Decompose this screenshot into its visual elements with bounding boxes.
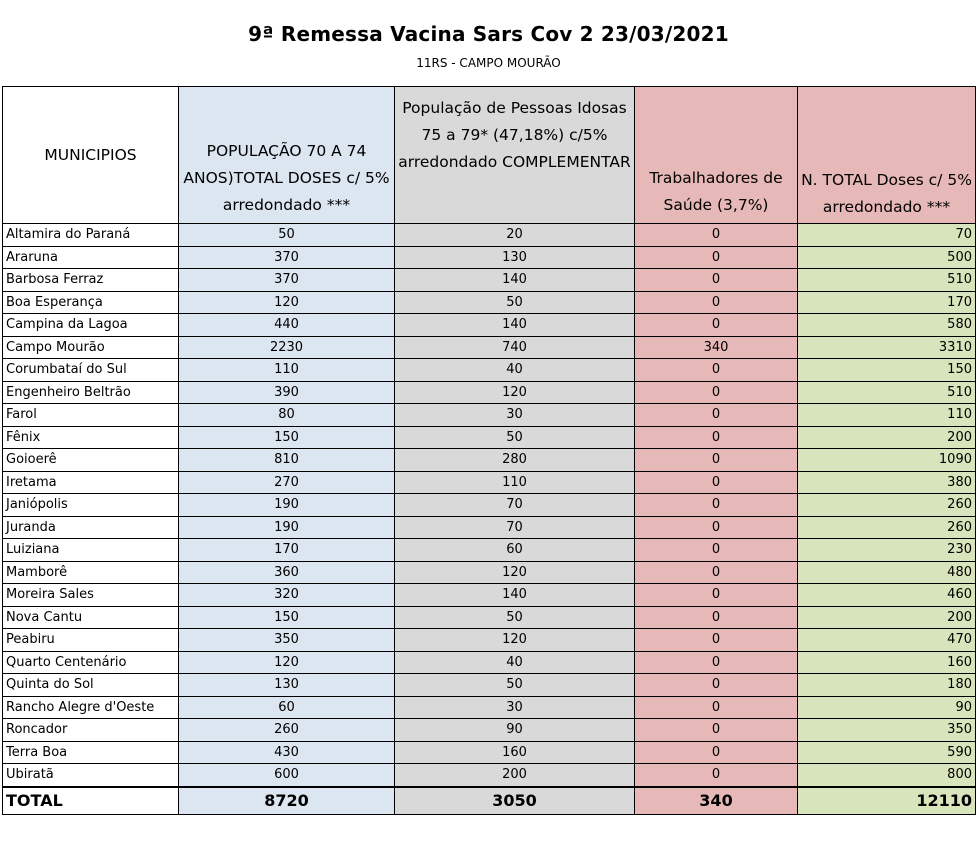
cell-saude: 0: [635, 224, 798, 247]
cell-saude: 0: [635, 494, 798, 517]
cell-pop70: 150: [179, 606, 395, 629]
cell-municipio: Quinta do Sol: [3, 674, 179, 697]
cell-municipio: Altamira do Paraná: [3, 224, 179, 247]
cell-pop70: 190: [179, 494, 395, 517]
cell-pop75: 70: [395, 494, 635, 517]
cell-saude: 340: [635, 336, 798, 359]
cell-total: 230: [798, 539, 976, 562]
table-row: [3, 381, 976, 404]
cell-saude: 0: [635, 606, 798, 629]
cell-saude: 0: [635, 246, 798, 269]
cell-pop70: 60: [179, 696, 395, 719]
cell-pop70: 120: [179, 651, 395, 674]
cell-pop75: 60: [395, 539, 635, 562]
table-row: [3, 404, 976, 427]
cell-municipio: Moreira Sales: [3, 584, 179, 607]
cell-pop75: 120: [395, 629, 635, 652]
cell-pop70: 50: [179, 224, 395, 247]
cell-pop75: 90: [395, 719, 635, 742]
cell-total: 380: [798, 471, 976, 494]
cell-pop70: 120: [179, 291, 395, 314]
cell-pop75: 140: [395, 269, 635, 292]
table-row: [3, 516, 976, 539]
header-trabalhadores-saude: Trabalhadores de Saúde (3,7%): [635, 87, 798, 224]
cell-pop70: 430: [179, 741, 395, 764]
cell-municipio: Roncador: [3, 719, 179, 742]
cell-pop70: 600: [179, 764, 395, 787]
cell-saude: 0: [635, 381, 798, 404]
cell-pop70: 130: [179, 674, 395, 697]
table-row: [3, 696, 976, 719]
cell-pop70: 80: [179, 404, 395, 427]
table-row: [3, 269, 976, 292]
header-pop-75-79: População de Pessoas Idosas 75 a 79* (47,18%) c/5% arredondado COMPLEMENTAR: [395, 87, 635, 224]
cell-total: 150: [798, 359, 976, 382]
cell-saude: 0: [635, 539, 798, 562]
cell-total: 260: [798, 516, 976, 539]
table-row: [3, 449, 976, 472]
table-row: [3, 314, 976, 337]
cell-pop75: 120: [395, 381, 635, 404]
cell-pop70: 2230: [179, 336, 395, 359]
cell-total: 200: [798, 606, 976, 629]
cell-municipio: Ubiratã: [3, 764, 179, 787]
cell-municipio: Engenheiro Beltrão: [3, 381, 179, 404]
table-row: [3, 291, 976, 314]
cell-municipio: Quarto Centenário: [3, 651, 179, 674]
cell-pop75: 70: [395, 516, 635, 539]
document-subtitle: 11RS - CAMPO MOURÃO: [416, 56, 561, 70]
cell-municipio: Juranda: [3, 516, 179, 539]
cell-saude: 0: [635, 651, 798, 674]
cell-saude: 0: [635, 449, 798, 472]
cell-municipio: Janiópolis: [3, 494, 179, 517]
cell-saude: 0: [635, 516, 798, 539]
cell-pop70: 150: [179, 426, 395, 449]
table-row: [3, 606, 976, 629]
cell-pop75: 30: [395, 696, 635, 719]
cell-saude: 0: [635, 629, 798, 652]
cell-total: 180: [798, 674, 976, 697]
cell-municipio: Farol: [3, 404, 179, 427]
cell-total: 3310: [798, 336, 976, 359]
table-row: [3, 426, 976, 449]
cell-saude: 0: [635, 674, 798, 697]
cell-pop75: 20: [395, 224, 635, 247]
totals-saude: 340: [635, 787, 798, 815]
totals-pop75: 3050: [395, 787, 635, 815]
cell-total: 480: [798, 561, 976, 584]
cell-total: 160: [798, 651, 976, 674]
cell-pop75: 140: [395, 314, 635, 337]
cell-pop75: 140: [395, 584, 635, 607]
cell-saude: 0: [635, 426, 798, 449]
cell-total: 470: [798, 629, 976, 652]
cell-pop70: 370: [179, 246, 395, 269]
cell-pop75: 40: [395, 359, 635, 382]
cell-pop75: 740: [395, 336, 635, 359]
cell-total: 260: [798, 494, 976, 517]
cell-total: 170: [798, 291, 976, 314]
cell-total: 90: [798, 696, 976, 719]
table-header-row: [3, 87, 976, 224]
cell-pop75: 160: [395, 741, 635, 764]
cell-municipio: Rancho Alegre d'Oeste: [3, 696, 179, 719]
table-row: [3, 246, 976, 269]
table-row: [3, 584, 976, 607]
header-total-doses: N. TOTAL Doses c/ 5% arredondado ***: [798, 87, 976, 224]
totals-pop70: 8720: [179, 787, 395, 815]
cell-saude: 0: [635, 359, 798, 382]
totals-row: [3, 787, 976, 815]
cell-pop75: 280: [395, 449, 635, 472]
cell-total: 460: [798, 584, 976, 607]
cell-municipio: Campo Mourão: [3, 336, 179, 359]
cell-pop75: 30: [395, 404, 635, 427]
cell-municipio: Terra Boa: [3, 741, 179, 764]
table-row: [3, 674, 976, 697]
cell-pop70: 320: [179, 584, 395, 607]
cell-total: 580: [798, 314, 976, 337]
table-row: [3, 561, 976, 584]
table-row: [3, 741, 976, 764]
vaccine-distribution-table: [2, 86, 976, 815]
table-row: [3, 719, 976, 742]
cell-pop70: 810: [179, 449, 395, 472]
table-row: [3, 471, 976, 494]
cell-pop70: 260: [179, 719, 395, 742]
header-municipios: MUNICIPIOS: [3, 87, 179, 224]
cell-municipio: Corumbataí do Sul: [3, 359, 179, 382]
header-pop-70-74: POPULAÇÃO 70 A 74 ANOS)TOTAL DOSES c/ 5% arredondado ***: [179, 87, 395, 224]
cell-total: 110: [798, 404, 976, 427]
document-title: 9ª Remessa Vacina Sars Cov 2 23/03/2021: [248, 22, 729, 46]
cell-pop75: 120: [395, 561, 635, 584]
table-row: [3, 224, 976, 247]
cell-municipio: Goioerê: [3, 449, 179, 472]
cell-total: 800: [798, 764, 976, 787]
table-row: [3, 629, 976, 652]
cell-pop70: 170: [179, 539, 395, 562]
table-row: [3, 494, 976, 517]
totals-total: 12110: [798, 787, 976, 815]
cell-municipio: Campina da Lagoa: [3, 314, 179, 337]
cell-saude: 0: [635, 269, 798, 292]
cell-saude: 0: [635, 719, 798, 742]
cell-pop70: 110: [179, 359, 395, 382]
cell-pop75: 50: [395, 606, 635, 629]
cell-municipio: Fênix: [3, 426, 179, 449]
cell-pop70: 190: [179, 516, 395, 539]
table-row: [3, 539, 976, 562]
cell-total: 510: [798, 381, 976, 404]
cell-saude: 0: [635, 741, 798, 764]
cell-saude: 0: [635, 291, 798, 314]
cell-municipio: Iretama: [3, 471, 179, 494]
cell-pop70: 360: [179, 561, 395, 584]
cell-total: 500: [798, 246, 976, 269]
table-row: [3, 359, 976, 382]
cell-pop75: 130: [395, 246, 635, 269]
cell-total: 200: [798, 426, 976, 449]
cell-saude: 0: [635, 764, 798, 787]
cell-pop75: 110: [395, 471, 635, 494]
cell-saude: 0: [635, 696, 798, 719]
table-row: [3, 336, 976, 359]
cell-municipio: Barbosa Ferraz: [3, 269, 179, 292]
cell-saude: 0: [635, 404, 798, 427]
cell-pop70: 370: [179, 269, 395, 292]
table-row: [3, 651, 976, 674]
cell-pop75: 50: [395, 426, 635, 449]
cell-total: 510: [798, 269, 976, 292]
cell-pop75: 50: [395, 291, 635, 314]
cell-saude: 0: [635, 471, 798, 494]
cell-total: 70: [798, 224, 976, 247]
table-row: [3, 764, 976, 787]
cell-municipio: Boa Esperança: [3, 291, 179, 314]
cell-municipio: Nova Cantu: [3, 606, 179, 629]
cell-municipio: Luiziana: [3, 539, 179, 562]
cell-pop75: 200: [395, 764, 635, 787]
cell-pop70: 350: [179, 629, 395, 652]
cell-pop70: 390: [179, 381, 395, 404]
table-body: [3, 224, 976, 787]
cell-municipio: Peabiru: [3, 629, 179, 652]
cell-total: 590: [798, 741, 976, 764]
cell-municipio: Mamborê: [3, 561, 179, 584]
cell-saude: 0: [635, 584, 798, 607]
cell-pop75: 50: [395, 674, 635, 697]
cell-pop70: 270: [179, 471, 395, 494]
cell-saude: 0: [635, 561, 798, 584]
cell-total: 1090: [798, 449, 976, 472]
cell-pop70: 440: [179, 314, 395, 337]
totals-label: TOTAL: [3, 787, 179, 815]
cell-municipio: Araruna: [3, 246, 179, 269]
cell-total: 350: [798, 719, 976, 742]
cell-saude: 0: [635, 314, 798, 337]
cell-pop75: 40: [395, 651, 635, 674]
